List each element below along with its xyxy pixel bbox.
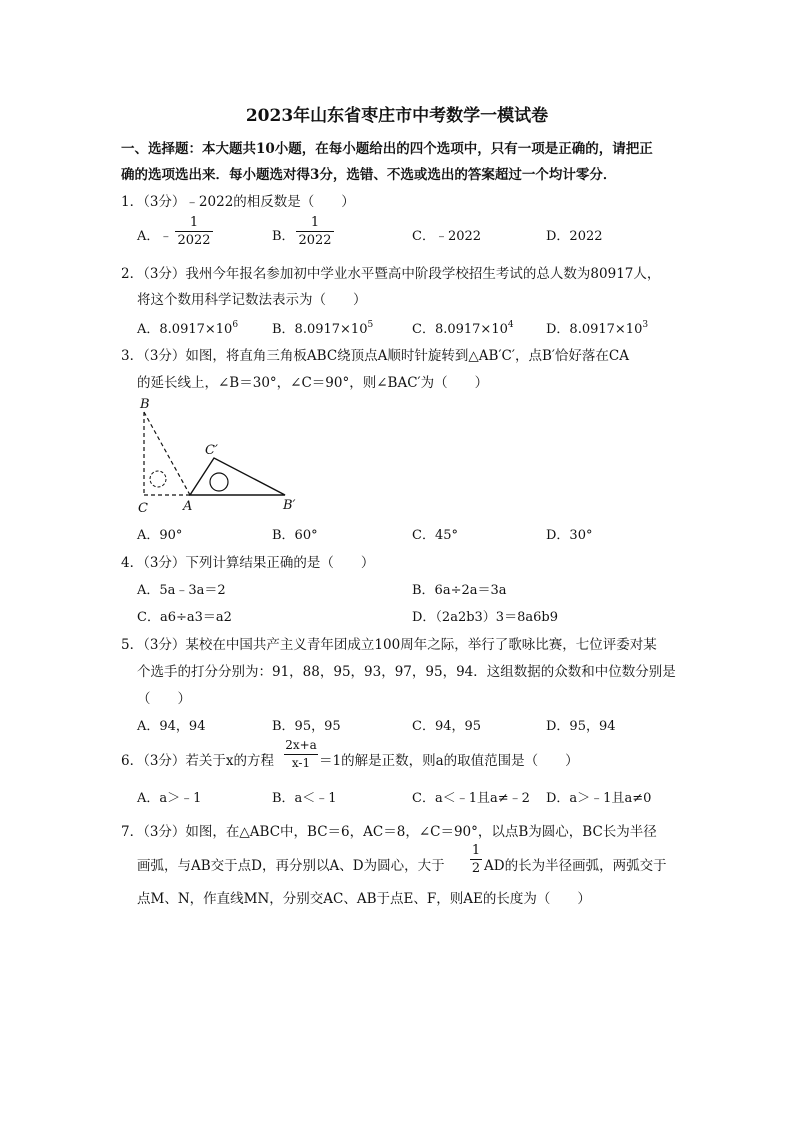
q1-option-b-prefix: B． — [272, 229, 295, 244]
q6-numerator: 2x+a — [285, 738, 317, 752]
q6-option-a: A．a＞﹣1 — [137, 791, 202, 806]
q6-option-c: C．a＜﹣1且a≠﹣2 — [412, 791, 530, 806]
q1-a-numerator: 1 — [189, 215, 199, 230]
fraction-bar — [470, 859, 482, 860]
hole-dashed — [150, 471, 166, 487]
q6-denominator: x-1 — [291, 756, 311, 770]
q7-stem-line2-pre: 画弧，与AB交于点D，再分别以A、D为圆心，大于 — [137, 858, 445, 874]
q7-half-fraction — [470, 843, 482, 876]
q5-stem-line1: 5．（3分）某校在中国共产主义青年团成立100周年之际，举行了歌咏比赛，七位评委对某 — [121, 637, 657, 653]
page-title: 2023年山东省枣庄市中考数学一模试卷 — [245, 106, 549, 126]
q7-stem-line1: 7．（3分）如图，在△ABC中，BC＝6，AC＝8，∠C＝90°，以点B为圆心，BC长为半径 — [121, 824, 657, 840]
label-b-prime: B′ — [283, 498, 296, 513]
q7-numerator: 1 — [471, 843, 481, 858]
hole-solid — [210, 473, 228, 491]
q1-option-b-fraction — [296, 215, 334, 248]
q2-option-c: C．$8.0917\times 10^4$ — [412, 320, 514, 337]
fraction-bar — [175, 231, 213, 232]
rotated-triangle — [190, 458, 285, 495]
q1-option-a-fraction — [175, 215, 213, 248]
q5-option-d: D．95，94 — [546, 719, 616, 734]
q3-option-d: D．30° — [546, 528, 593, 543]
q1-a-denominator: 2022 — [177, 233, 211, 248]
q2-stem-line1: 2．（3分）我州今年报名参加初中学业水平暨高中阶段学校招生考试的总人数为80917人， — [121, 266, 661, 282]
fraction-bar — [296, 231, 334, 232]
q5-stem-line3: （ ） — [137, 691, 191, 707]
q3-stem-line2: 的延长线上，∠B＝30°，∠C＝90°，则∠BAC′为（ ） — [137, 375, 489, 391]
label-c: C — [138, 501, 148, 516]
label-c-prime: C′ — [205, 443, 218, 458]
q5-option-a: A．94，94 — [137, 719, 206, 734]
q7-stem-line2-post: AD的长为半径画弧，两弧交于 — [484, 858, 667, 874]
q6-stem-pre: 6．（3分）若关于x的方程 — [121, 753, 275, 769]
label-b: B — [140, 397, 150, 412]
q2-option-a: A．$8.0917\times 10^6$ — [137, 320, 239, 337]
q6-option-d: D．a＞﹣1且a≠0 — [546, 791, 652, 806]
q3-option-c: C．45° — [412, 528, 458, 543]
q2-option-d: D．$8.0917\times 10^3$ — [546, 320, 649, 337]
q6-option-b: B．a＜﹣1 — [272, 791, 337, 806]
q3-stem-line1: 3．（3分）如图，将直角三角板ABC绕顶点A顺时针旋转到△AB′C′，点B′恰好落在CA — [121, 348, 630, 364]
fraction-bar — [284, 754, 318, 755]
q6-stem-post: ＝1的解是正数，则a的取值范围是（ ） — [319, 753, 579, 769]
label-a: A — [183, 499, 193, 514]
section-heading-line2: 确的选项选出来．每小题选对得3分，选错、不选或选出的答案超过一个均计零分． — [121, 167, 617, 183]
q7-stem-line3: 点M、N，作直线MN，分别交AC、AB于点E、F，则AE的长度为（ ） — [137, 891, 591, 907]
q3-triangle-figure — [130, 392, 310, 517]
q4-option-a: A．5a﹣3a＝2 — [137, 583, 226, 598]
q1-option-d: D．2022 — [546, 229, 603, 244]
q2-stem-line2: 将这个数用科学记数法表示为（ ） — [137, 292, 367, 308]
q1-b-denominator: 2022 — [298, 233, 332, 248]
q1-stem: 1．（3分）﹣2022的相反数是（ ） — [121, 194, 355, 210]
q4-option-b: B．6a÷2a＝3a — [412, 583, 507, 598]
q5-option-c: C．94，95 — [412, 719, 482, 734]
q2-option-b: B．$8.0917\times 10^5$ — [272, 320, 374, 337]
section-heading-line1: 一、选择题：本大题共10小题，在每小题给出的四个选项中，只有一项是正确的，请把正 — [121, 141, 653, 157]
q4-option-c: C．a6÷a3＝a2 — [137, 610, 232, 625]
q6-equation-fraction — [284, 738, 318, 771]
q3-option-a: A．90° — [137, 528, 183, 543]
q1-option-a-prefix: A．﹣ — [137, 229, 173, 244]
q3-option-b: B．60° — [272, 528, 318, 543]
q4-stem: 4．（3分）下列计算结果正确的是（ ） — [121, 555, 375, 571]
q5-option-b: B．95，95 — [272, 719, 341, 734]
q5-stem-line2: 个选手的打分分别为：91，88，95，93，97，95，94．这组数据的众数和中位数分别是 — [137, 664, 676, 680]
q4-option-d: D．（2a2b3）3＝8a6b9 — [412, 610, 558, 625]
q1-b-numerator: 1 — [310, 215, 320, 230]
q7-denominator: 2 — [471, 861, 481, 876]
q1-option-c: C．﹣2022 — [412, 229, 482, 244]
